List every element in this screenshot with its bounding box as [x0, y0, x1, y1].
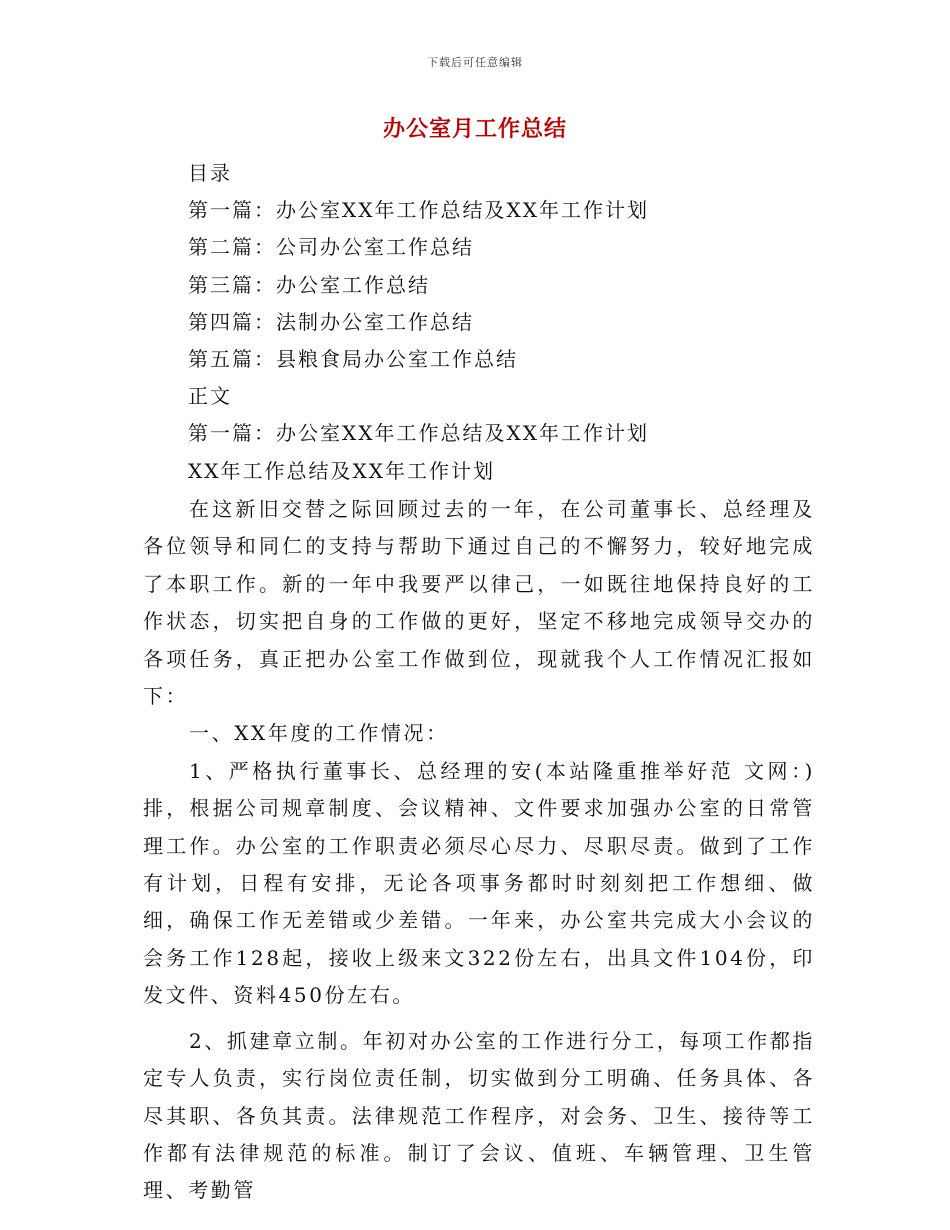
toc-item-4: 第四篇：法制办公室工作总结 — [188, 309, 474, 334]
toc-heading: 目录 — [188, 161, 232, 185]
table-of-contents — [188, 158, 828, 493]
toc-item-2: 第二篇：公司办公室工作总结 — [188, 235, 474, 260]
section-heading: 第一篇：办公室XX年工作总结及XX年工作计划 — [188, 421, 649, 446]
toc-item-1: 第一篇：办公室XX年工作总结及XX年工作计划 — [188, 198, 649, 223]
page-header-note: 下载后可任意编辑 — [427, 56, 523, 69]
toc-item-3: 第三篇：办公室工作总结 — [188, 272, 430, 297]
document-body — [143, 491, 815, 1210]
paragraph-item-1: 1、严格执行董事长、总经理的安(本站隆重推举好范 文网：)排，根据公司规章制度、会议精神、文件要求加强办公室的日常管理工作。办公室的工作职责必须尽心尽力、尽职尽责。做到了工作有计划，日程有安排，无论各项事务都时时刻刻把工作想细、做细，确保工作无差错或少差错。一年来，办公室共完成大小会议的会务工作128起，接收上级来文322份左右，出具文件104份，印发文件、资料450份左右。 — [143, 758, 815, 1008]
toc-item-5: 第五篇：县粮食局办公室工作总结 — [188, 346, 518, 371]
section-subheading: XX年工作总结及XX年工作计划 — [188, 458, 495, 483]
paragraph-section-heading: 一、XX年度的工作情况： — [189, 721, 449, 746]
document-title: 办公室月工作总结 — [382, 116, 567, 142]
paragraph-intro: 在这新旧交替之际回顾过去的一年，在公司董事长、总经理及各位领导和同仁的支持与帮助下通过自己的不懈努力，较好地完成了本职工作。新的一年中我要严以律己，一如既往地保持良好的工作状态，切实把自身的工作做的更好，坚定不移地完成领导交办的各项任务，真正把办公室工作做到位，现就我个人工作情况汇报如下： — [143, 497, 815, 709]
paragraph-item-2: 2、抓建章立制。年初对办公室的工作进行分工，每项工作都指定专人负责，实行岗位责任制，切实做到分工明确、任务具体、各尽其职、各负其责。法律规范工作程序，对会务、卫生、接待等工作都有法律规范的标准。制订了会议、值班、车辆管理、卫生管理、考勤管 — [143, 1028, 815, 1203]
body-heading: 正文 — [188, 384, 232, 409]
